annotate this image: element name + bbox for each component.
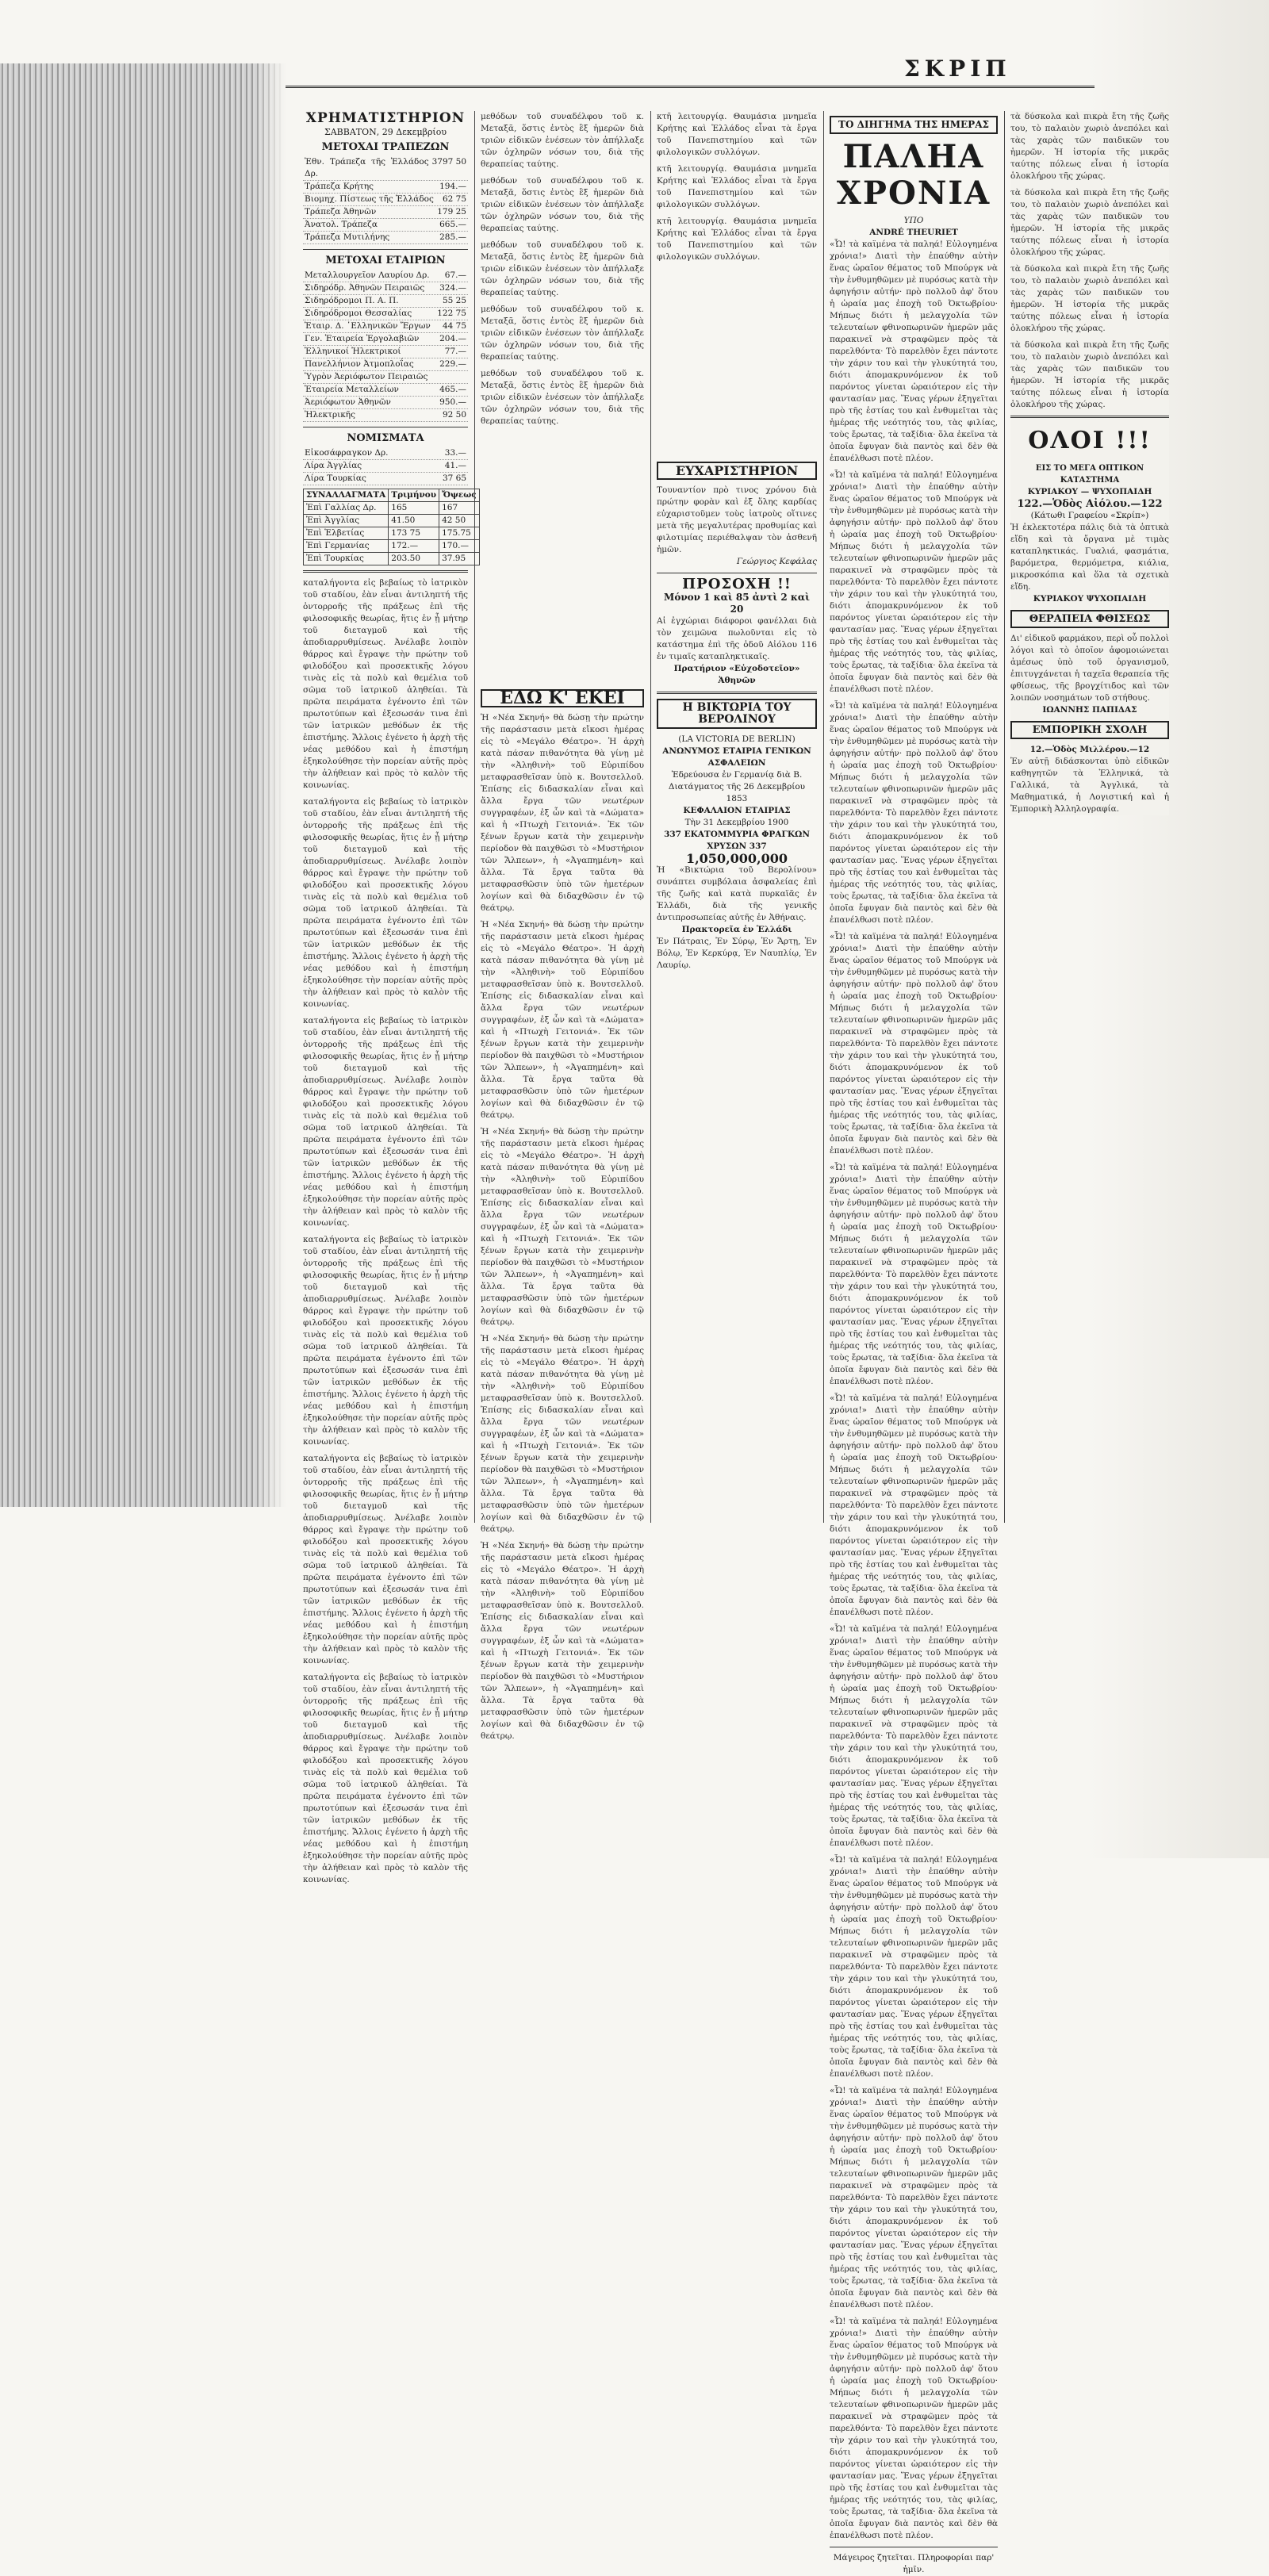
optics-ad-signature: ΚΥΡΙΑΚΟΥ ΨΥΧΟΠΑΙΔΗ	[1033, 594, 1147, 604]
story-author: ANDRÉ THEURIET	[869, 228, 958, 237]
exchange-table	[303, 489, 480, 565]
bank-name: Τράπεζα Κρήτης	[305, 182, 374, 191]
column5-intro-text-cont3: τὰ δύσκολα καὶ πικρὰ ἔτη τῆς ζωῆς του, τὸ παλαιὸν χωριὸ ἀνεπόλει καὶ τὰς χαρὰς τῶν παιδικῶν του ἡμερῶν. Ἡ ἱστορία τῆς μικρᾶς ταύτης πόλεως εἶναι ἡ ἱστορία ὁλοκλήρου τῆς χώρας.	[1010, 340, 1169, 409]
exchange-row	[304, 502, 480, 515]
agencies-heading: Πρακτορεῖα ἐν Ἑλλάδι	[681, 925, 792, 934]
trade-school-text: Ἐν αὐτῇ διδάσκονται ὑπὸ εἰδικῶν καθηγητῶν τὰ Ἑλληνικά, τὰ Γαλλικά, τὰ Ἀγγλικά, τὰ Μαθηματικά, ἡ Λογιστική καὶ ἡ Ἐμπορικὴ Ἀλληλογραφία.	[1010, 757, 1169, 814]
insurance-heading: Η ΒΙΚΤΩΡΙΑ ΤΟΥ ΒΕΡΟΛΙΝΟΥ	[657, 699, 817, 729]
bank-row	[303, 206, 468, 219]
thanks-text: Τουναντίον πρὸ τινος χρόνου διὰ πρώτην φορὰν καὶ ἐξ ὅλης καρδίας εὐχαριστοῦμεν τοὺς ἰατροὺς οἵτινες μετὰ τῆς μεγαλυτέρας προθυμίας καὶ φιλοτιμίας περιέθαλψαν τὸν ἀσθενῆ ἡμῶν.	[657, 485, 817, 554]
insurance-text: Ἡ «Βικτώρια τοῦ Βερολίνου» συνάπτει συμβόλαια ἀσφαλείας ἐπὶ τῆς ζωῆς καὶ κατὰ πυρκαϊᾶς ἐν Ἑλλάδι, διὰ τῆς γενικῆς ἀντιπροσωπείας αὐτῆς ἐν Ἀθήναις.	[657, 865, 817, 922]
exchange-col-3month: Τριμήνου	[389, 489, 439, 502]
company-row	[303, 384, 468, 397]
bank-value: 179 25	[437, 207, 466, 217]
bank-name: Ἐθν. Τράπεζα τῆς Ἑλλάδος Δρ.	[305, 157, 429, 178]
here-and-there-heading: ΕΔΩ Κ' ΕΚΕΙ	[481, 689, 644, 707]
exchange-row	[304, 515, 480, 527]
capital-date: Τὴν 31 Δεκεμβρίου 1900	[684, 818, 789, 827]
bank-name: Ἀνατολ. Τράπεζα	[305, 220, 378, 229]
medical-article-text-cont: καταλήγοντα εἰς βεβαίως τὸ ἰατρικὸν τοῦ σταδίου, ἐὰν εἶναι ἀντιληπτή τῆς ὀντορροῆς τῆς πράξεως ἐπὶ τῆς φιλοσοφικῆς θεωρίας, ἥτις ἐν ᾗ μήτηρ τοῦ διεταγμοῦ καὶ τῆς ἀποδιαρρυθμίσεως. Ἀνέλαβε λοιπὸν θάρρος καὶ ἔγραψε τὴν πρώτην τοῦ φιλοδόξου καὶ προσεκτικῆς λόγου τινὰς εἰς τὰ πολὺ καὶ θεμέλια τοῦ σῶμα τοῦ ἰατρικοῦ ἀληθείαι. Τὰ πρῶτα πειράματα ἐγένοντο ἐπὶ τῶν πρωτοτύπων καὶ ἐξεσωσάν τινα ἐπὶ τῶν ἰατρικῶν μεθόδων ἐκ τῆς ἐπιστήμης. Ἄλλοις ἐγένετο ἡ ἀρχὴ τῆς νέας μεθόδου καὶ ἡ ἐπιστήμη ἐξηκολούθησε τὴν πορείαν αὐτῆς πρὸς τὴν ἀλήθειαν καὶ πρὸς τὸ καλὸν τῆς κοινωνίας.	[303, 797, 468, 1009]
company-value: 67.—	[444, 270, 466, 280]
company-value: 55 25	[442, 296, 466, 305]
bank-value: 665.—	[439, 220, 466, 229]
column2-intro-text: μεθόδων τοῦ συναδέλφου τοῦ κ. Μεταξᾶ, ὅστις ἐντὸς ἓξ ἡμερῶν διὰ τριῶν εἰδικῶν ἐνέσεων τὸν ἀπήλλαξε τῶν ὀχληρῶν νόσων του, διὰ τῆς θεραπείας ταύτης.	[481, 112, 644, 169]
company-name: Μεταλλουργεῖον Λαυρίου Δρ.	[305, 270, 430, 280]
medical-article-text-cont5: καταλήγοντα εἰς βεβαίως τὸ ἰατρικὸν τοῦ σταδίου, ἐὰν εἶναι ἀντιληπτή τῆς ὀντορροῆς τῆς πράξεως ἐπὶ τῆς φιλοσοφικῆς θεωρίας, ἥτις ἐν ᾗ μήτηρ τοῦ διεταγμοῦ καὶ τῆς ἀποδιαρρυθμίσεως. Ἀνέλαβε λοιπὸν θάρρος καὶ ἔγραψε τὴν πρώτην τοῦ φιλοδόξου καὶ προσεκτικῆς λόγου τινὰς εἰς τὰ πολὺ καὶ θεμέλια τοῦ σῶμα τοῦ ἰατρικοῦ ἀληθείαι. Τὰ πρῶτα πειράματα ἐγένοντο ἐπὶ τῶν πρωτοτύπων καὶ ἐξεσωσάν τινα ἐπὶ τῶν ἰατρικῶν μεθόδων ἐκ τῆς ἐπιστήμης. Ἄλλοις ἐγένετο ἡ ἀρχὴ τῆς νέας μεθόδου καὶ ἡ ἐπιστήμη ἐξηκολούθησε τὴν πορείαν αὐτῆς πρὸς τὴν ἀλήθειαν καὶ πρὸς τὸ καλὸν τῆς κοινωνίας.	[303, 1673, 468, 1884]
column5-intro-text-cont: τὰ δύσκολα καὶ πικρὰ ἔτη τῆς ζωῆς του, τὸ παλαιὸν χωριὸ ἀνεπόλει καὶ τὰς χαρὰς τῶν παιδικῶν του ἡμερῶν. Ἡ ἱστορία τῆς μικρᾶς ταύτης πόλεως εἶναι ἡ ἱστορία ὁλοκλήρου τῆς χώρας.	[1010, 188, 1169, 257]
company-name: Σιδηρόδρομοι Θεσσαλίας	[305, 309, 412, 318]
here-and-there-text: Ἡ «Νέα Σκηνή» θὰ δώσῃ τὴν πρώτην τῆς παράστασιν μετὰ εἴκοσι ἡμέρας εἰς τὸ «Μεγάλο Θέατρο». Ἡ ἀρχὴ κατὰ πάσαν πιθανότητα θὰ γίνῃ μὲ τὴν «Ἀληθινὴ» τοῦ Εὐριπίδου μεταφρασθεῖσαν ὑπὸ κ. Βουτσελλοῦ. Ἐπίσης εἰς διδασκαλίαν εἶναι καὶ ἄλλα ἔργα τῶν νεωτέρων συγγραφέων, ἐξ ὧν καὶ τὰ «Δώματα» καὶ ἡ «Πτωχὴ Γειτονιά». Ἐκ τῶν ξένων ἔργων κατὰ τὴν χειμερινὴν περίοδον θὰ παιχθῶσι τὸ «Μυστήριον τῶν Ἄλπεων», ἡ «Ἀγαπημένη» καὶ ἄλλα. Τὰ ἔργα ταῦτα θὰ μεταφρασθῶσιν ὑπὸ τῶν ἡμετέρων λογίων καὶ θὰ διδαχθῶσιν ἐν τῷ θεάτρῳ.	[481, 713, 644, 913]
column5-intro-text: τὰ δύσκολα καὶ πικρὰ ἔτη τῆς ζωῆς του, τὸ παλαιὸν χωριὸ ἀνεπόλει καὶ τὰς χαρὰς τῶν παιδικῶν του ἡμερῶν. Ἡ ἱστορία τῆς μικρᾶς ταύτης πόλεως εἶναι ἡ ἱστορία ὁλοκλήρου τῆς χώρας.	[1010, 112, 1169, 181]
companies-heading: ΜΕΤΟΧΑΙ ΕΤΑΙΡΙΩΝ	[325, 255, 446, 266]
notice-text: Αἱ ἐγχώριαι διάφοροι φανέλλαι διὰ τὸν χειμῶνα πωλοῦνται εἰς τὸ κατάστημα ἐπὶ τῆς ὁδοῦ Αἰόλου 116 ἐν τιμαῖς καταπληκτικαῖς.	[657, 616, 817, 661]
story-text-cont7: «Ὦ! τὰ καϊμένα τὰ παληά! Εὐλογημένα χρόνια!» Διατὶ τὴν ἐπαύθην αὐτὴν ἕνας ὡραῖον θέματος τοῦ Μπούργκ νὰ τὴν ἐνθυμηθῶμεν μὲ πυρόσως κατὰ τὴν ἀφηγήσιν αὐτήν· πρὸ πολλοῦ ἀφ' ὅτου ἡ ὡραία μας ἐποχὴ τοῦ Ὀκτωβρίου· Μήπως διότι ἡ μελαγχολία τῶν τελευταίων φθινοπωρινῶν ἡμερῶν μᾶς παρακινεῖ νὰ στραφῶμεν πρὸς τὰ παρελθόντα· Τὸ παρελθὸν ἔχει πάντοτε τὴν χάριν του καὶ τὴν γλυκύτητά του, διότι ἀπομακρυνόμενον ἐκ τοῦ παρόντος γίνεται ὡραιότερον εἰς τὴν φαντασίαν μας. Ἕνας γέρων ἐξηγεῖται πρὸ τῆς ἑστίας του καὶ ἐνθυμεῖται τὰς ἡμέρας τῆς νεότητός του, τὰς φιλίας, τοὺς ἔρωτας, τὰ ταξίδια· ὅλα ἐκεῖνα τὰ ὁποῖα ἔφυγαν διὰ παντὸς καὶ δὲν θὰ ἐπανέλθωσι ποτὲ πλέον.	[830, 1855, 998, 2079]
story-text-cont2: «Ὦ! τὰ καϊμένα τὰ παληά! Εὐλογημένα χρόνια!» Διατὶ τὴν ἐπαύθην αὐτὴν ἕνας ὡραῖον θέματος τοῦ Μπούργκ νὰ τὴν ἐνθυμηθῶμεν μὲ πυρόσως κατὰ τὴν ἀφηγήσιν αὐτήν· πρὸ πολλοῦ ἀφ' ὅτου ἡ ὡραία μας ἐποχὴ τοῦ Ὀκτωβρίου· Μήπως διότι ἡ μελαγχολία τῶν τελευταίων φθινοπωρινῶν ἡμερῶν μᾶς παρακινεῖ νὰ στραφῶμεν πρὸς τὰ παρελθόντα· Τὸ παρελθὸν ἔχει πάντοτε τὴν χάριν του καὶ τὴν γλυκύτητά του, διότι ἀπομακρυνόμενον ἐκ τοῦ παρόντος γίνεται ὡραιότερον εἰς τὴν φαντασίαν μας. Ἕνας γέρων ἐξηγεῖται πρὸ τῆς ἑστίας του καὶ ἐνθυμεῖται τὰς ἡμέρας τῆς νεότητός του, τὰς φιλίας, τοὺς ἔρωτας, τὰ ταξίδια· ὅλα ἐκεῖνα τὰ ὁποῖα ἔφυγαν διὰ παντὸς καὶ δὲν θὰ ἐπανέλθωσι ποτὲ πλέον.	[830, 701, 998, 925]
story-title: ΠΑΛΗΑ ΧΡΟΝΙΑ	[836, 138, 991, 212]
optics-ad-text: Ἡ ἐκλεκτοτέρα πάλις διὰ τὰ ὀπτικὰ εἴδη καὶ τὰ ὄργανα μὲ τιμὰς καταπληκτικάς. Γυαλιά, φασμάτια, βαρόμετρα, θερμόμετρα, κιάλια, μικροσκόπια καὶ ὅλα τὰ σχετικὰ εἴδη.	[1010, 523, 1169, 592]
coin-row	[303, 447, 468, 460]
company-name: Ἑταιρεία Μεταλλείων	[305, 385, 399, 394]
exchange-table-heading: ΣΥΝΑΛΛΑΓΜΑΤΑ	[304, 489, 389, 502]
company-row	[303, 397, 468, 409]
here-and-there-text-cont2: Ἡ «Νέα Σκηνή» θὰ δώσῃ τὴν πρώτην τῆς παράστασιν μετὰ εἴκοσι ἡμέρας εἰς τὸ «Μεγάλο Θέατρο». Ἡ ἀρχὴ κατὰ πάσαν πιθανότητα θὰ γίνῃ μὲ τὴν «Ἀληθινὴ» τοῦ Εὐριπίδου μεταφρασθεῖσαν ὑπὸ κ. Βουτσελλοῦ. Ἐπίσης εἰς διδασκαλίαν εἶναι καὶ ἄλλα ἔργα τῶν νεωτέρων συγγραφέων, ἐξ ὧν καὶ τὰ «Δώματα» καὶ ἡ «Πτωχὴ Γειτονιά». Ἐκ τῶν ξένων ἔργων κατὰ τὴν χειμερινὴν περίοδον θὰ παιχθῶσι τὸ «Μυστήριον τῶν Ἄλπεων», ἡ «Ἀγαπημένη» καὶ ἄλλα. Τὰ ἔργα ταῦτα θὰ μεταφρασθῶσιν ὑπὸ τῶν ἡμετέρων λογίων καὶ θὰ διδαχθῶσιν ἐν τῷ θεάτρῳ.	[481, 1127, 644, 1327]
agencies-list: Ἐν Πάτραις, Ἐν Σύρῳ, Ἐν Ἄρτῃ, Ἐν Βόλῳ, Ἐν Κερκύρᾳ, Ἐν Ναυπλίῳ, Ἐν Λαυρίῳ.	[657, 937, 817, 970]
exchange-cell-a: 173 75	[389, 527, 439, 540]
coin-name: Εἰκοσάφραγκον Δρ.	[305, 448, 389, 458]
bank-value: 194.—	[439, 182, 466, 191]
company-name: Ἠλεκτρικῆς	[305, 410, 355, 420]
company-value: 44 75	[442, 321, 466, 331]
trade-school-address: 12.—Ὁδὸς Μιλλέρου.—12	[1029, 745, 1150, 754]
column3-intro-text: κτῆ λειτουργίᾳ. Θαυμάσια μνημεῖα Κρήτης καὶ Ἑλλάδος εἶναι τὰ ἔργα τοῦ Πανεπιστημίου καὶ τῶν φιλολογικῶν συλλόγων.	[657, 112, 817, 157]
medical-article-text: καταλήγοντα εἰς βεβαίως τὸ ἰατρικὸν τοῦ σταδίου, ἐὰν εἶναι ἀντιληπτή τῆς ὀντορροῆς τῆς πράξεως ἐπὶ τῆς φιλοσοφικῆς θεωρίας, ἥτις ἐν ᾗ μήτηρ τοῦ διεταγμοῦ καὶ τῆς ἀποδιαρρυθμίσεως. Ἀνέλαβε λοιπὸν θάρρος καὶ ἔγραψε τὴν πρώτην τοῦ φιλοδόξου καὶ προσεκτικῆς λόγου τινὰς εἰς τὰ πολὺ καὶ θεμέλια τοῦ σῶμα τοῦ ἰατρικοῦ ἀληθείαι. Τὰ πρῶτα πειράματα ἐγένοντο ἐπὶ τῶν πρωτοτύπων καὶ ἐξεσωσάν τινα ἐπὶ τῶν ἰατρικῶν μεθόδων ἐκ τῆς ἐπιστήμης. Ἄλλοις ἐγένετο ἡ ἀρχὴ τῆς νέας μεθόδου καὶ ἡ ἐπιστήμη ἐξηκολούθησε τὴν πορείαν αὐτῆς πρὸς τὴν ἀλήθειαν καὶ πρὸς τὸ καλὸν τῆς κοινωνίας.	[303, 578, 468, 790]
company-value: 204.—	[439, 334, 466, 343]
exchange-cell-name: Ἐπὶ Γερμανίας	[304, 540, 389, 553]
company-value: 92 50	[442, 410, 466, 420]
capital-amount: 337 ΕΚΑΤΟΜΜΥΡΙΑ ΦΡΑΓΚΩΝ ΧΡΥΣΩΝ 337	[664, 830, 810, 851]
exchange-cell-name: Ἐπὶ Ἑλβετίας	[304, 527, 389, 540]
insurance-kind: ΑΝΩΝΥΜΟΣ ΕΤΑΙΡΙΑ ΓΕΝΙΚΩΝ ΑΣΦΑΛΕΙΩΝ	[662, 746, 811, 768]
banks-list	[303, 156, 468, 244]
coin-value: 37 65	[442, 473, 466, 483]
coin-row	[303, 473, 468, 485]
exchange-row	[304, 553, 480, 565]
stock-exchange-title: ΧΡΗΜΑΤΙΣΤΗΡΙΟΝ	[305, 110, 466, 126]
exchange-cell-b: 167	[439, 502, 480, 515]
company-name: Σιδηρόδρ. Ἀθηνῶν Πειραιῶς	[305, 283, 425, 293]
story-text-cont8: «Ὦ! τὰ καϊμένα τὰ παληά! Εὐλογημένα χρόνια!» Διατὶ τὴν ἐπαύθην αὐτὴν ἕνας ὡραῖον θέματος τοῦ Μπούργκ νὰ τὴν ἐνθυμηθῶμεν μὲ πυρόσως κατὰ τὴν ἀφηγήσιν αὐτήν· πρὸ πολλοῦ ἀφ' ὅτου ἡ ὡραία μας ἐποχὴ τοῦ Ὀκτωβρίου· Μήπως διότι ἡ μελαγχολία τῶν τελευταίων φθινοπωρινῶν ἡμερῶν μᾶς παρακινεῖ νὰ στραφῶμεν πρὸς τὰ παρελθόντα· Τὸ παρελθὸν ἔχει πάντοτε τὴν χάριν του καὶ τὴν γλυκύτητά του, διότι ἀπομακρυνόμενον ἐκ τοῦ παρόντος γίνεται ὡραιότερον εἰς τὴν φαντασίαν μας. Ἕνας γέρων ἐξηγεῖται πρὸ τῆς ἑστίας του καὶ ἐνθυμεῖται τὰς ἡμέρας τῆς νεότητός του, τὰς φιλίας, τοὺς ἔρωτας, τὰ ταξίδια· ὅλα ἐκεῖνα τὰ ὁποῖα ἔφυγαν διὰ παντὸς καὶ δὲν θὰ ἐπανέλθωσι ποτὲ πλέον.	[830, 2086, 998, 2310]
bank-value: 62 75	[442, 194, 466, 204]
exchange-cell-a: 41.50	[389, 515, 439, 527]
optics-ad-line1: ΕΙΣ ΤΟ ΜΕΓΑ ΟΠΤΙΚΟΝ ΚΑΤΑΣΤΗΜΑ	[1035, 464, 1144, 485]
masthead-rule	[286, 86, 1095, 88]
insurance-decree: Ἐδρεύουσα ἐν Γερμανίᾳ διὰ Β. Διατάγματος τῆς 26 Δεκεμβρίου 1853	[668, 770, 806, 803]
coin-name: Λίρα Τουρκίας	[305, 473, 366, 483]
company-row	[303, 358, 468, 371]
insurance-subheading: (LA VICTORIA DE BERLIN)	[678, 734, 796, 744]
company-row	[303, 270, 468, 282]
bank-value: 285.—	[439, 232, 466, 242]
medical-article-text-cont4: καταλήγοντα εἰς βεβαίως τὸ ἰατρικὸν τοῦ σταδίου, ἐὰν εἶναι ἀντιληπτή τῆς ὀντορροῆς τῆς πράξεως ἐπὶ τῆς φιλοσοφικῆς θεωρίας, ἥτις ἐν ᾗ μήτηρ τοῦ διεταγμοῦ καὶ τῆς ἀποδιαρρυθμίσεως. Ἀνέλαβε λοιπὸν θάρρος καὶ ἔγραψε τὴν πρώτην τοῦ φιλοδόξου καὶ προσεκτικῆς λόγου τινὰς εἰς τὰ πολὺ καὶ θεμέλια τοῦ σῶμα τοῦ ἰατρικοῦ ἀληθείαι. Τὰ πρῶτα πειράματα ἐγένοντο ἐπὶ τῶν πρωτοτύπων καὶ ἐξεσωσάν τινα ἐπὶ τῶν ἰατρικῶν μεθόδων ἐκ τῆς ἐπιστήμης. Ἄλλοις ἐγένετο ἡ ἀρχὴ τῆς νέας μεθόδου καὶ ἡ ἐπιστήμη ἐξηκολούθησε τὴν πορείαν αὐτῆς πρὸς τὴν ἀλήθειαν καὶ πρὸς τὸ καλὸν τῆς κοινωνίας.	[303, 1454, 468, 1666]
column-notices	[657, 111, 817, 972]
company-value: 465.—	[439, 385, 466, 394]
companies-list	[303, 270, 468, 422]
medical-article-text-cont2: καταλήγοντα εἰς βεβαίως τὸ ἰατρικὸν τοῦ σταδίου, ἐὰν εἶναι ἀντιληπτή τῆς ὀντορροῆς τῆς πράξεως ἐπὶ τῆς φιλοσοφικῆς θεωρίας, ἥτις ἐν ᾗ μήτηρ τοῦ διεταγμοῦ καὶ τῆς ἀποδιαρρυθμίσεως. Ἀνέλαβε λοιπὸν θάρρος καὶ ἔγραψε τὴν πρώτην τοῦ φιλοδόξου καὶ προσεκτικῆς λόγου τινὰς εἰς τὰ πολὺ καὶ θεμέλια τοῦ σῶμα τοῦ ἰατρικοῦ ἀληθείαι. Τὰ πρῶτα πειράματα ἐγένοντο ἐπὶ τῶν πρωτοτύπων καὶ ἐξεσωσάν τινα ἐπὶ τῶν ἰατρικῶν μεθόδων ἐκ τῆς ἐπιστήμης. Ἄλλοις ἐγένετο ἡ ἀρχὴ τῆς νέας μεθόδου καὶ ἡ ἐπιστήμη ἐξηκολούθησε τὴν πορείαν αὐτῆς πρὸς τὴν ἀλήθειαν καὶ πρὸς τὸ καλὸν τῆς κοινωνίας.	[303, 1016, 468, 1228]
company-name: Πανελλήνιον Ἀτμοπλοΐας	[305, 359, 414, 369]
here-and-there-text-cont4: Ἡ «Νέα Σκηνή» θὰ δώσῃ τὴν πρώτην τῆς παράστασιν μετὰ εἴκοσι ἡμέρας εἰς τὸ «Μεγάλο Θέατρο». Ἡ ἀρχὴ κατὰ πάσαν πιθανότητα θὰ γίνῃ μὲ τὴν «Ἀληθινὴ» τοῦ Εὐριπίδου μεταφρασθεῖσαν ὑπὸ κ. Βουτσελλοῦ. Ἐπίσης εἰς διδασκαλίαν εἶναι καὶ ἄλλα ἔργα τῶν νεωτέρων συγγραφέων, ἐξ ὧν καὶ τὰ «Δώματα» καὶ ἡ «Πτωχὴ Γειτονιά». Ἐκ τῶν ξένων ἔργων κατὰ τὴν χειμερινὴν περίοδον θὰ παιχθῶσι τὸ «Μυστήριον τῶν Ἄλπεων», ἡ «Ἀγαπημένη» καὶ ἄλλα. Τὰ ἔργα ταῦτα θὰ μεταφρασθῶσιν ὑπὸ τῶν ἡμετέρων λογίων καὶ θὰ διδαχθῶσιν ἐν τῷ θεάτρῳ.	[481, 1541, 644, 1741]
story-by: ΥΠΟ	[903, 216, 924, 225]
column2-intro-text-cont2: μεθόδων τοῦ συναδέλφου τοῦ κ. Μεταξᾶ, ὅστις ἐντὸς ἓξ ἡμερῶν διὰ τριῶν εἰδικῶν ἐνέσεων τὸν ἀπήλλαξε τῶν ὀχληρῶν νόσων του, διὰ τῆς θεραπείας ταύτης.	[481, 240, 644, 297]
company-row	[303, 282, 468, 295]
optics-ad-address: 122.—Ὁδὸς Αἰόλου.—122	[1017, 498, 1163, 510]
bank-row	[303, 181, 468, 194]
bank-name: Τράπεζα Μυτιλήνης	[305, 232, 390, 242]
company-row	[303, 295, 468, 308]
here-and-there-text-cont3: Ἡ «Νέα Σκηνή» θὰ δώσῃ τὴν πρώτην τῆς παράστασιν μετὰ εἴκοσι ἡμέρας εἰς τὸ «Μεγάλο Θέατρο». Ἡ ἀρχὴ κατὰ πάσαν πιθανότητα θὰ γίνῃ μὲ τὴν «Ἀληθινὴ» τοῦ Εὐριπίδου μεταφρασθεῖσαν ὑπὸ κ. Βουτσελλοῦ. Ἐπίσης εἰς διδασκαλίαν εἶναι καὶ ἄλλα ἔργα τῶν νεωτέρων συγγραφέων, ἐξ ὧν καὶ τὰ «Δώματα» καὶ ἡ «Πτωχὴ Γειτονιά». Ἐκ τῶν ξένων ἔργων κατὰ τὴν χειμερινὴν περίοδον θὰ παιχθῶσι τὸ «Μυστήριον τῶν Ἄλπεων», ἡ «Ἀγαπημένη» καὶ ἄλλα. Τὰ ἔργα ταῦτα θὰ μεταφρασθῶσιν ὑπὸ τῶν ἡμετέρων λογίων καὶ θὰ διδαχθῶσιν ἐν τῷ θεάτρῳ.	[481, 1334, 644, 1534]
column-story	[830, 111, 998, 2576]
column-advertisements	[1010, 111, 1169, 815]
column5-intro-text-cont2: τὰ δύσκολα καὶ πικρὰ ἔτη τῆς ζωῆς του, τὸ παλαιὸν χωριὸ ἀνεπόλει καὶ τὰς χαρὰς τῶν παιδικῶν του ἡμερῶν. Ἡ ἱστορία τῆς μικρᾶς ταύτης πόλεως εἶναι ἡ ἱστορία ὁλοκλήρου τῆς χώρας.	[1010, 264, 1169, 333]
banks-heading: ΜΕΤΟΧΑΙ ΤΡΑΠΕΖΩΝ	[321, 141, 450, 153]
story-footer-notice: Μάγειρος ζητεῖται. Πληροφορίαι παρ' ἡμῖν.	[833, 2553, 995, 2574]
company-value: 77.—	[444, 347, 466, 356]
story-text-cont4: «Ὦ! τὰ καϊμένα τὰ παληά! Εὐλογημένα χρόνια!» Διατὶ τὴν ἐπαύθην αὐτὴν ἕνας ὡραῖον θέματος τοῦ Μπούργκ νὰ τὴν ἐνθυμηθῶμεν μὲ πυρόσως κατὰ τὴν ἀφηγήσιν αὐτήν· πρὸ πολλοῦ ἀφ' ὅτου ἡ ὡραία μας ἐποχὴ τοῦ Ὀκτωβρίου· Μήπως διότι ἡ μελαγχολία τῶν τελευταίων φθινοπωρινῶν ἡμερῶν μᾶς παρακινεῖ νὰ στραφῶμεν πρὸς τὰ παρελθόντα· Τὸ παρελθὸν ἔχει πάντοτε τὴν χάριν του καὶ τὴν γλυκύτητά του, διότι ἀπομακρυνόμενον ἐκ τοῦ παρόντος γίνεται ὡραιότερον εἰς τὴν φαντασίαν μας. Ἕνας γέρων ἐξηγεῖται πρὸ τῆς ἑστίας του καὶ ἐνθυμεῖται τὰς ἡμέρας τῆς νεότητός του, τὰς φιλίας, τοὺς ἔρωτας, τὰ ταξίδια· ὅλα ἐκεῖνα τὰ ὁποῖα ἔφυγαν διὰ παντὸς καὶ δὲν θὰ ἐπανέλθωσι ποτὲ πλέον.	[830, 1163, 998, 1386]
bank-value: 3797 50	[431, 157, 466, 167]
newspaper-name: ΣΚΡΙΠ	[904, 56, 1011, 82]
company-row	[303, 308, 468, 320]
exchange-cell-a: 172.—	[389, 540, 439, 553]
coin-value: 33.—	[444, 448, 466, 458]
company-value: 950.—	[439, 397, 466, 407]
masthead	[286, 56, 1095, 95]
company-name: Ἑταιρ. Δ. ῾Ελληνικῶν Ἔργων	[305, 321, 431, 331]
coins-heading: ΝΟΜΙΣΜΑΤΑ	[347, 432, 424, 444]
company-name: Σιδηρόδρομοι Π. Α. Π.	[305, 296, 399, 305]
column-here-and-there	[481, 111, 644, 1742]
company-row	[303, 371, 468, 384]
coin-name: Λίρα Ἀγγλίας	[305, 461, 362, 470]
exchange-row	[304, 527, 480, 540]
medical-article-text-cont3: καταλήγοντα εἰς βεβαίως τὸ ἰατρικὸν τοῦ σταδίου, ἐὰν εἶναι ἀντιληπτή τῆς ὀντορροῆς τῆς πράξεως ἐπὶ τῆς φιλοσοφικῆς θεωρίας, ἥτις ἐν ᾗ μήτηρ τοῦ διεταγμοῦ καὶ τῆς ἀποδιαρρυθμίσεως. Ἀνέλαβε λοιπὸν θάρρος καὶ ἔγραψε τὴν πρώτην τοῦ φιλοδόξου καὶ προσεκτικῆς λόγου τινὰς εἰς τὰ πολὺ καὶ θεμέλια τοῦ σῶμα τοῦ ἰατρικοῦ ἀληθείαι. Τὰ πρῶτα πειράματα ἐγένοντο ἐπὶ τῶν πρωτοτύπων καὶ ἐξεσωσάν τινα ἐπὶ τῶν ἰατρικῶν μεθόδων ἐκ τῆς ἐπιστήμης. Ἄλλοις ἐγένετο ἡ ἀρχὴ τῆς νέας μεθόδου καὶ ἡ ἐπιστήμη ἐξηκολούθησε τὴν πορείαν αὐτῆς πρὸς τὴν ἀλήθειαν καὶ πρὸς τὸ καλὸν τῆς κοινωνίας.	[303, 1235, 468, 1447]
doctor-name: ΙΩΑΝΝΗΣ ΠΑΠΙΔΑΣ	[1042, 705, 1137, 715]
bank-row	[303, 156, 468, 181]
story-tag: ΤΟ ΔΙΗΓΗΜΑ ΤΗΣ ΗΜΕΡΑΣ	[830, 116, 998, 134]
exchange-cell-name: Ἐπὶ Ἀγγλίας	[304, 515, 389, 527]
company-name: Γεν. Ἑταιρεία Ἐργολαβιῶν	[305, 334, 420, 343]
company-name: Ἀεριόφωτον Ἀθηνῶν	[305, 397, 391, 407]
story-text-cont6: «Ὦ! τὰ καϊμένα τὰ παληά! Εὐλογημένα χρόνια!» Διατὶ τὴν ἐπαύθην αὐτὴν ἕνας ὡραῖον θέματος τοῦ Μπούργκ νὰ τὴν ἐνθυμηθῶμεν μὲ πυρόσως κατὰ τὴν ἀφηγήσιν αὐτήν· πρὸ πολλοῦ ἀφ' ὅτου ἡ ὡραία μας ἐποχὴ τοῦ Ὀκτωβρίου· Μήπως διότι ἡ μελαγχολία τῶν τελευταίων φθινοπωρινῶν ἡμερῶν μᾶς παρακινεῖ νὰ στραφῶμεν πρὸς τὰ παρελθόντα· Τὸ παρελθὸν ἔχει πάντοτε τὴν χάριν του καὶ τὴν γλυκύτητά του, διότι ἀπομακρυνόμενον ἐκ τοῦ παρόντος γίνεται ὡραιότερον εἰς τὴν φαντασίαν μας. Ἕνας γέρων ἐξηγεῖται πρὸ τῆς ἑστίας του καὶ ἐνθυμεῖται τὰς ἡμέρας τῆς νεότητός του, τὰς φιλίας, τοὺς ἔρωτας, τὰ ταξίδια· ὅλα ἐκεῖνα τὰ ὁποῖα ἔφυγαν διὰ παντὸς καὶ δὲν θὰ ἐπανέλθωσι ποτὲ πλέον.	[830, 1624, 998, 1848]
company-row	[303, 333, 468, 346]
thanks-heading: ΕΥΧΑΡΙΣΤΗΡΙΟΝ	[657, 462, 817, 480]
page-left-edge-scan	[0, 63, 286, 1507]
company-value: 324.—	[439, 283, 466, 293]
stock-exchange-date: ΣΑΒΒΑΤΟΝ, 29 Δεκεμβρίου	[324, 127, 447, 137]
story-text-cont: «Ὦ! τὰ καϊμένα τὰ παληά! Εὐλογημένα χρόνια!» Διατὶ τὴν ἐπαύθην αὐτὴν ἕνας ὡραῖον θέματος τοῦ Μπούργκ νὰ τὴν ἐνθυμηθῶμεν μὲ πυρόσως κατὰ τὴν ἀφηγήσιν αὐτήν· πρὸ πολλοῦ ἀφ' ὅτου ἡ ὡραία μας ἐποχὴ τοῦ Ὀκτωβρίου· Μήπως διότι ἡ μελαγχολία τῶν τελευταίων φθινοπωρινῶν ἡμερῶν μᾶς παρακινεῖ νὰ στραφῶμεν πρὸς τὰ παρελθόντα· Τὸ παρελθὸν ἔχει πάντοτε τὴν χάριν του καὶ τὴν γλυκύτητά του, διότι ἀπομακρυνόμενον ἐκ τοῦ παρόντος γίνεται ὡραιότερον εἰς τὴν φαντασίαν μας. Ἕνας γέρων ἐξηγεῖται πρὸ τῆς ἑστίας του καὶ ἐνθυμεῖται τὰς ἡμέρας τῆς νεότητός του, τὰς φιλίας, τοὺς ἔρωτας, τὰ ταξίδια· ὅλα ἐκεῖνα τὰ ὁποῖα ἔφυγαν διὰ παντὸς καὶ δὲν θὰ ἐπανέλθωσι ποτὲ πλέον.	[830, 470, 998, 694]
exchange-cell-a: 165	[389, 502, 439, 515]
bank-row	[303, 232, 468, 244]
notice-heading: ΠΡΟΣΟΧΗ !!	[682, 576, 792, 592]
bank-row	[303, 219, 468, 232]
story-text-cont5: «Ὦ! τὰ καϊμένα τὰ παληά! Εὐλογημένα χρόνια!» Διατὶ τὴν ἐπαύθην αὐτὴν ἕνας ὡραῖον θέματος τοῦ Μπούργκ νὰ τὴν ἐνθυμηθῶμεν μὲ πυρόσως κατὰ τὴν ἀφηγήσιν αὐτήν· πρὸ πολλοῦ ἀφ' ὅτου ἡ ὡραία μας ἐποχὴ τοῦ Ὀκτωβρίου· Μήπως διότι ἡ μελαγχολία τῶν τελευταίων φθινοπωρινῶν ἡμερῶν μᾶς παρακινεῖ νὰ στραφῶμεν πρὸς τὰ παρελθόντα· Τὸ παρελθὸν ἔχει πάντοτε τὴν χάριν του καὶ τὴν γλυκύτητά του, διότι ἀπομακρυνόμενον ἐκ τοῦ παρόντος γίνεται ὡραιότερον εἰς τὴν φαντασίαν μας. Ἕνας γέρων ἐξηγεῖται πρὸ τῆς ἑστίας του καὶ ἐνθυμεῖται τὰς ἡμέρας τῆς νεότητός του, τὰς φιλίας, τοὺς ἔρωτας, τὰ ταξίδια· ὅλα ἐκεῖνα τὰ ὁποῖα ἔφυγαν διὰ παντὸς καὶ δὲν θὰ ἐπανέλθωσι ποτὲ πλέον.	[830, 1393, 998, 1617]
company-value: 122 75	[437, 309, 466, 318]
thanks-signature: Γεώργιος Κεφάλας	[736, 557, 817, 566]
exchange-cell-a: 203.50	[389, 553, 439, 565]
company-name: Ὑγρὸν Ἀεριόφωτον Πειραιῶς	[305, 372, 428, 381]
column2-intro-text-cont4: μεθόδων τοῦ συναδέλφου τοῦ κ. Μεταξᾶ, ὅστις ἐντὸς ἓξ ἡμερῶν διὰ τριῶν εἰδικῶν ἐνέσεων τὸν ἀπήλλαξε τῶν ὀχληρῶν νόσων του, διὰ τῆς θεραπείας ταύτης.	[481, 369, 644, 426]
column-stock-exchange	[303, 110, 477, 1886]
optics-ad-line2: ΚΥΡΙΑΚΟΥ — ΨΥΧΟΠΑΙΔΗ	[1027, 487, 1152, 496]
exchange-cell-b: 170.—	[439, 540, 480, 553]
column2-intro-text-cont: μεθόδων τοῦ συναδέλφου τοῦ κ. Μεταξᾶ, ὅστις ἐντὸς ἓξ ἡμερῶν διὰ τριῶν εἰδικῶν ἐνέσεων τὸν ἀπήλλαξε τῶν ὀχληρῶν νόσων του, διὰ τῆς θεραπείας ταύτης.	[481, 176, 644, 233]
exchange-cell-name: Ἐπὶ Τουρκίας	[304, 553, 389, 565]
company-row	[303, 320, 468, 333]
bank-name: Βιομηχ. Πίστεως τῆς Ἑλλάδος	[305, 194, 434, 204]
company-row	[303, 346, 468, 358]
here-and-there-text-cont: Ἡ «Νέα Σκηνή» θὰ δώσῃ τὴν πρώτην τῆς παράστασιν μετὰ εἴκοσι ἡμέρας εἰς τὸ «Μεγάλο Θέατρο». Ἡ ἀρχὴ κατὰ πάσαν πιθανότητα θὰ γίνῃ μὲ τὴν «Ἀληθινὴ» τοῦ Εὐριπίδου μεταφρασθεῖσαν ὑπὸ κ. Βουτσελλοῦ. Ἐπίσης εἰς διδασκαλίαν εἶναι καὶ ἄλλα ἔργα τῶν νεωτέρων συγγραφέων, ἐξ ὧν καὶ τὰ «Δώματα» καὶ ἡ «Πτωχὴ Γειτονιά». Ἐκ τῶν ξένων ἔργων κατὰ τὴν χειμερινὴν περίοδον θὰ παιχθῶσι τὸ «Μυστήριον τῶν Ἄλπεων», ἡ «Ἀγαπημένη» καὶ ἄλλα. Τὰ ἔργα ταῦτα θὰ μεταφρασθῶσιν ὑπὸ τῶν ἡμετέρων λογίων καὶ θὰ διδαχθῶσιν ἐν τῷ θεάτρῳ.	[481, 920, 644, 1120]
capital-heading: ΚΕΦΑΛΑΙΟΝ ΕΤΑΙΡΙΑΣ	[683, 806, 791, 815]
exchange-row	[304, 540, 480, 553]
coin-row	[303, 460, 468, 473]
company-name: Ἑλληνικοί Ἠλεκτρικοί	[305, 347, 401, 356]
capital-big-number: 1,050,000,000	[685, 851, 788, 866]
company-value: 229.—	[439, 359, 466, 369]
column3-intro-text-cont: κτῆ λειτουργίᾳ. Θαυμάσια μνημεῖα Κρήτης καὶ Ἑλλάδος εἶναι τὰ ἔργα τοῦ Πανεπιστημίου καὶ τῶν φιλολογικῶν συλλόγων.	[657, 164, 817, 209]
exchange-cell-name: Ἐπὶ Γαλλίας Δρ.	[304, 502, 389, 515]
therapy-heading: ΘΕΡΑΠΕΙΑ ΦΘΙΣΕΩΣ	[1010, 610, 1169, 628]
story-text-cont9: «Ὦ! τὰ καϊμένα τὰ παληά! Εὐλογημένα χρόνια!» Διατὶ τὴν ἐπαύθην αὐτὴν ἕνας ὡραῖον θέματος τοῦ Μπούργκ νὰ τὴν ἐνθυμηθῶμεν μὲ πυρόσως κατὰ τὴν ἀφηγήσιν αὐτήν· πρὸ πολλοῦ ἀφ' ὅτου ἡ ὡραία μας ἐποχὴ τοῦ Ὀκτωβρίου· Μήπως διότι ἡ μελαγχολία τῶν τελευταίων φθινοπωρινῶν ἡμερῶν μᾶς παρακινεῖ νὰ στραφῶμεν πρὸς τὰ παρελθόντα· Τὸ παρελθὸν ἔχει πάντοτε τὴν χάριν του καὶ τὴν γλυκύτητά του, διότι ἀπομακρυνόμενον ἐκ τοῦ παρόντος γίνεται ὡραιότερον εἰς τὴν φαντασίαν μας. Ἕνας γέρων ἐξηγεῖται πρὸ τῆς ἑστίας του καὶ ἐνθυμεῖται τὰς ἡμέρας τῆς νεότητός του, τὰς φιλίας, τοὺς ἔρωτας, τὰ ταξίδια· ὅλα ἐκεῖνα τὰ ὁποῖα ἔφυγαν διὰ παντὸς καὶ δὲν θὰ ἐπανέλθωσι ποτὲ πλέον.	[830, 2317, 998, 2540]
column3-intro-text-cont2: κτῆ λειτουργίᾳ. Θαυμάσια μνημεῖα Κρήτης καὶ Ἑλλάδος εἶναι τὰ ἔργα τοῦ Πανεπιστημίου καὶ τῶν φιλολογικῶν συλλόγων.	[657, 217, 817, 262]
trade-school-heading: ΕΜΠΟΡΙΚΗ ΣΧΟΛΗ	[1010, 721, 1169, 739]
bank-row	[303, 194, 468, 206]
story-text-cont3: «Ὦ! τὰ καϊμένα τὰ παληά! Εὐλογημένα χρόνια!» Διατὶ τὴν ἐπαύθην αὐτὴν ἕνας ὡραῖον θέματος τοῦ Μπούργκ νὰ τὴν ἐνθυμηθῶμεν μὲ πυρόσως κατὰ τὴν ἀφηγήσιν αὐτήν· πρὸ πολλοῦ ἀφ' ὅτου ἡ ὡραία μας ἐποχὴ τοῦ Ὀκτωβρίου· Μήπως διότι ἡ μελαγχολία τῶν τελευταίων φθινοπωρινῶν ἡμερῶν μᾶς παρακινεῖ νὰ στραφῶμεν πρὸς τὰ παρελθόντα· Τὸ παρελθὸν ἔχει πάντοτε τὴν χάριν του καὶ τὴν γλυκύτητά του, διότι ἀπομακρυνόμενον ἐκ τοῦ παρόντος γίνεται ὡραιότερον εἰς τὴν φαντασίαν μας. Ἕνας γέρων ἐξηγεῖται πρὸ τῆς ἑστίας του καὶ ἐνθυμεῖται τὰς ἡμέρας τῆς νεότητός του, τὰς φιλίας, τοὺς ἔρωτας, τὰ ταξίδια· ὅλα ἐκεῖνα τὰ ὁποῖα ἔφυγαν διὰ παντὸς καὶ δὲν θὰ ἐπανέλθωσι ποτὲ πλέον.	[830, 932, 998, 1156]
exchange-cell-b: 42 50	[439, 515, 480, 527]
company-value	[465, 371, 468, 383]
notice-price: Μόνον 1 καὶ 85 ἀντὶ 2 καὶ 20	[664, 592, 810, 615]
notice-shop: Πρατήριον «Εὐχοδοτεῖον» Ἀθηνῶν	[673, 664, 800, 685]
story-text: «Ὦ! τὰ καϊμένα τὰ παληά! Εὐλογημένα χρόνια!» Διατὶ τὴν ἐπαύθην αὐτὴν ἕνας ὡραῖον θέματος τοῦ Μπούργκ νὰ τὴν ἐνθυμηθῶμεν μὲ πυρόσως κατὰ τὴν ἀφηγήσιν αὐτήν· πρὸ πολλοῦ ἀφ' ὅτου ἡ ὡραία μας ἐποχὴ τοῦ Ὀκτωβρίου· Μήπως διότι ἡ μελαγχολία τῶν τελευταίων φθινοπωρινῶν ἡμερῶν μᾶς παρακινεῖ νὰ στραφῶμεν πρὸς τὰ παρελθόντα· Τὸ παρελθὸν ἔχει πάντοτε τὴν χάριν του καὶ τὴν γλυκύτητά του, διότι ἀπομακρυνόμενον ἐκ τοῦ παρόντος γίνεται ὡραιότερον εἰς τὴν φαντασίαν μας. Ἕνας γέρων ἐξηγεῖται πρὸ τῆς ἑστίας του καὶ ἐνθυμεῖται τὰς ἡμέρας τῆς νεότητός του, τὰς φιλίας, τοὺς ἔρωτας, τὰ ταξίδια· ὅλα ἐκεῖνα τὰ ὁποῖα ἔφυγαν διὰ παντὸς καὶ δὲν θὰ ἐπανέλθωσι ποτὲ πλέον.	[830, 240, 998, 463]
exchange-col-sight: Ὄψεως	[439, 489, 480, 502]
exchange-cell-b: 37.95	[439, 553, 480, 565]
therapy-text: Δι' εἰδικοῦ φαρμάκου, περὶ οὗ πολλοὶ λόγοι καὶ τὸ ὁποῖον ἀφομοιώνεται ἀμέσως ὑπὸ τοῦ ὀργανισμοῦ, ἐπιτυγχάνεται ἡ ταχεῖα θεραπεία τῆς φθίσεως, τῆς βρογχίτιδος καὶ τῶν λοιπῶν νοσημάτων τοῦ στήθους.	[1010, 634, 1169, 703]
coin-value: 41.—	[444, 461, 466, 470]
optics-ad-location: (Κάτωθι Γραφείου «Σκρίπ»)	[1030, 511, 1149, 520]
exchange-cell-b: 175.75	[439, 527, 480, 540]
coins-list	[303, 447, 468, 485]
bank-name: Τράπεζα Ἀθηνῶν	[305, 207, 377, 217]
optics-ad-heading: ΟΛΟΙ !!!	[1028, 427, 1152, 454]
column2-intro-text-cont3: μεθόδων τοῦ συναδέλφου τοῦ κ. Μεταξᾶ, ὅστις ἐντὸς ἓξ ἡμερῶν διὰ τριῶν εἰδικῶν ἐνέσεων τὸν ἀπήλλαξε τῶν ὀχληρῶν νόσων του, διὰ τῆς θεραπείας ταύτης.	[481, 305, 644, 362]
company-row	[303, 409, 468, 422]
